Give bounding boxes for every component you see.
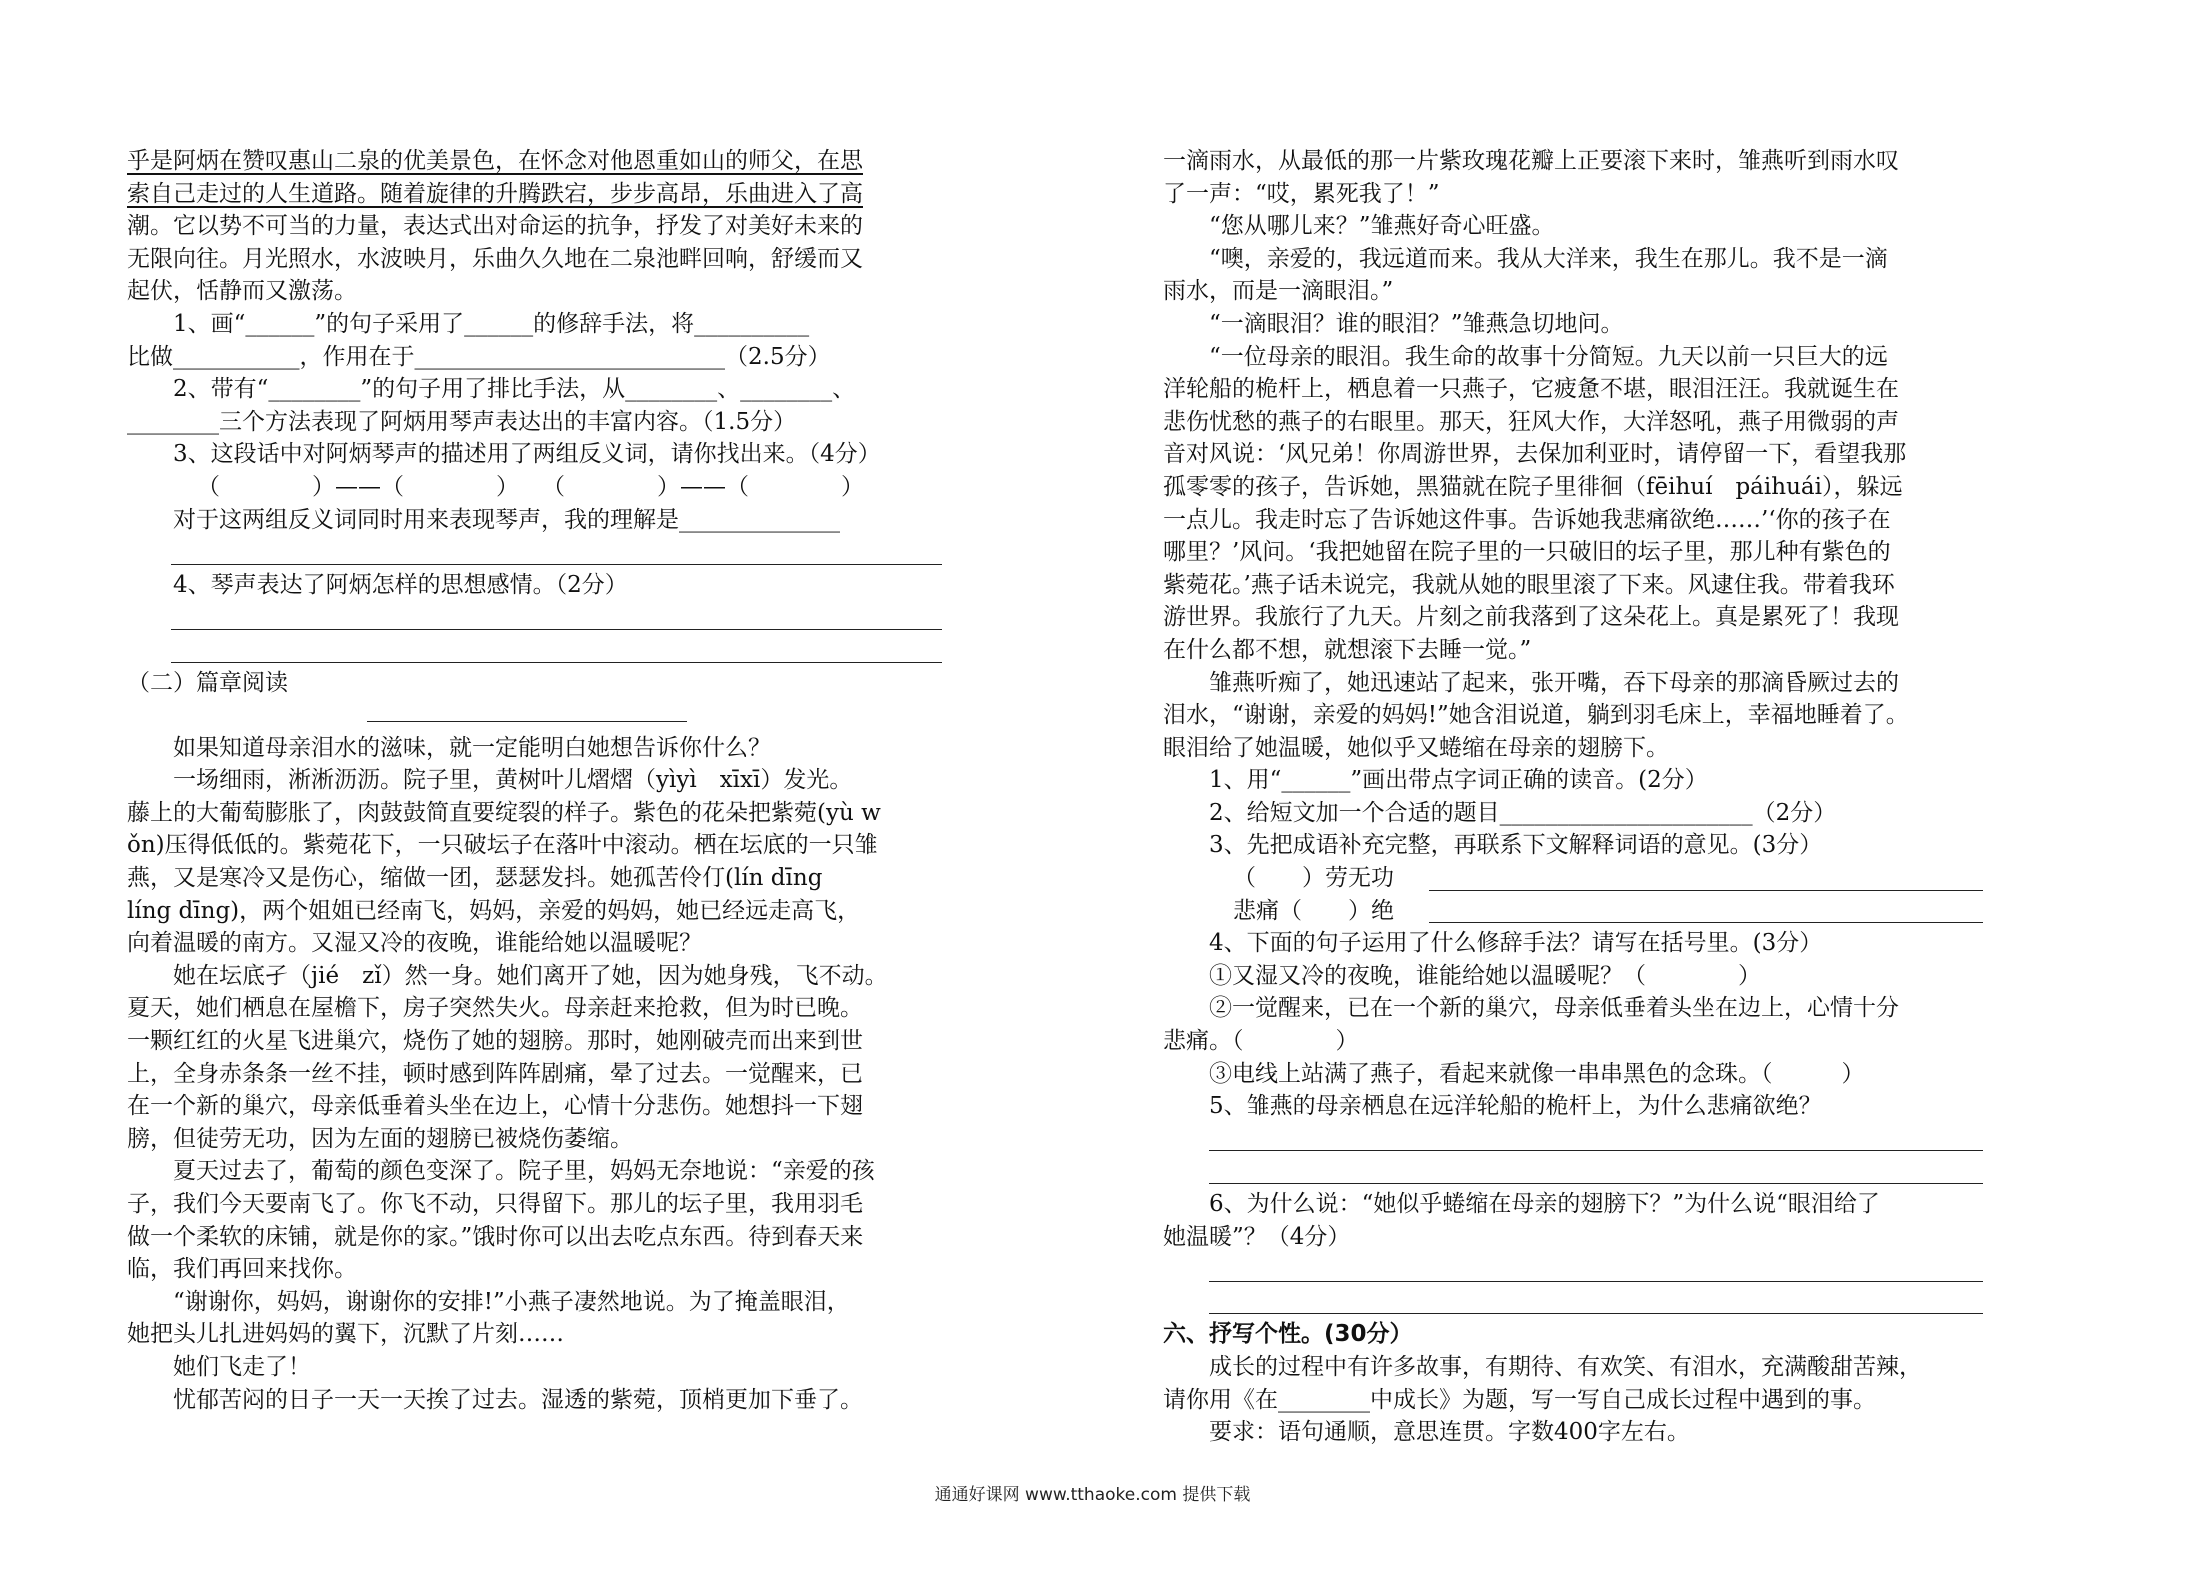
question-r3: 3、先把成语补充完整，再联系下文解释词语的意见。(3分） bbox=[1209, 832, 1823, 859]
right-column bbox=[1163, 145, 1983, 1449]
passage2-line: líng dīng)，两个姐姐已经南飞，妈妈，亲爱的妈妈，她已经远走高飞， bbox=[127, 897, 861, 924]
passage-line: 孤零零的孩子，告诉她，黑猫就在院子里徘徊（fēihuí páihuái），躲远 bbox=[1163, 473, 1903, 500]
question-r5: 5、雏燕的母亲栖息在远洋轮船的桅杆上，为什么悲痛欲绝？ bbox=[1209, 1093, 1822, 1120]
answer-line[interactable] bbox=[1163, 1123, 1983, 1156]
passage-line: 雨水，而是一滴眼泪。” bbox=[1163, 278, 1394, 305]
passage2-line: 做一个柔软的床铺，就是你的家。”饿时你可以出去吃点东西。待到春天来 bbox=[127, 1223, 864, 1250]
passage2-line: 夏天过去了，葡萄的颜色变深了。院子里，妈妈无奈地说：“亲爱的孩 bbox=[173, 1158, 875, 1185]
passage1-line: 起伏，恬静而又激荡。 bbox=[127, 278, 357, 305]
passage1-line: 无限向往。月光照水，水波映月，乐曲久久地在二泉池畔回响，舒缓而又 bbox=[127, 245, 863, 272]
answer-line[interactable] bbox=[127, 536, 942, 569]
passage-line: 紫菀花。’燕子话未说完，我就从她的眼里滚了下来。风逮住我。带着我环 bbox=[1163, 571, 1895, 598]
passage-line: 雏燕听痴了，她迅速站了起来，张开嘴，吞下母亲的那滴昏厥过去的 bbox=[1209, 669, 1899, 696]
answer-line[interactable] bbox=[127, 601, 942, 634]
passage-line: “噢，亲爱的，我远道而来。我从大洋来，我生在那儿。我不是一滴 bbox=[1209, 245, 1888, 272]
passage-line: 了一声：“哎，累死我了！” bbox=[1163, 180, 1440, 207]
passage-line: 音对风说：‘风兄弟！你周游世界，去保加利亚时，请停留一下，看望我那 bbox=[1163, 441, 1907, 468]
passage-line: 游世界。我旅行了九天。片刻之前我落到了这朵花上。真是累死了！我现 bbox=[1163, 604, 1899, 631]
title-blank-line[interactable] bbox=[127, 699, 942, 732]
passage2-line: 她在坛底孑（jié zǐ）然一身。她们离开了她，因为她身残，飞不动。 bbox=[173, 962, 888, 989]
passage2-line: 藤上的大葡萄膨胀了，肉鼓鼓简直要绽裂的样子。紫色的花朵把紫菀(yù w bbox=[127, 799, 881, 826]
passage2-line: ǒn)压得低低的。紫菀花下，一只破坛子在落叶中滚动。栖在坛底的一只雏 bbox=[127, 832, 878, 859]
passage-line: 眼泪给了她温暖，她似乎又蜷缩在母亲的翅膀下。 bbox=[1163, 734, 1669, 761]
passage2-line: 子，我们今天要南飞了。你飞不动，只得留下。那儿的坛子里，我用羽毛 bbox=[127, 1191, 863, 1217]
question-3-understanding: 对于这两组反义词同时用来表现琴声，我的理解是______________ bbox=[173, 506, 840, 533]
idiom-blank-1[interactable]: （ ）劳无功 bbox=[1163, 862, 1983, 895]
passage2-line: 她们飞走了！ bbox=[173, 1353, 311, 1380]
question-r6: 6、为什么说：“她似乎蜷缩在母亲的翅膀下？”为什么说“眼泪给了 bbox=[1209, 1191, 1880, 1217]
question-r4-b: ②一觉醒来，已在一个新的巢穴，母亲低垂着头坐在边上，心情十分 bbox=[1209, 995, 1899, 1022]
passage-line: “一位母亲的眼泪。我生命的故事十分简短。九天以前一只巨大的远 bbox=[1209, 343, 1888, 370]
question-r4-c: ③电线上站满了燕子，看起来就像一串串黑色的念珠。（ ） bbox=[1209, 1060, 1865, 1087]
passage-line: 在什么都不想，就想滚下去睡一觉。” bbox=[1163, 636, 1532, 663]
section-six-text: 请你用《在________中成长》为题，写一写自己成长过程中遇到的事。 bbox=[1163, 1386, 1876, 1413]
question-3: 3、这段话中对阿炳琴声的描述用了两组反义词，请你找出来。（4分） bbox=[173, 441, 881, 468]
passage-line: “您从哪儿来？”雏燕好奇心旺盛。 bbox=[1209, 213, 1555, 240]
question-1-cont: 比做___________，作用在于___________________________（2.5分） bbox=[127, 343, 831, 370]
passage-line: 哪里？’风问。‘我把她留在院子里的一只破旧的坛子里，那儿种有紫色的 bbox=[1163, 539, 1891, 566]
passage-line: 一点儿。我走时忘了告诉她这件事。告诉她我悲痛欲绝……’‘你的孩子在 bbox=[1163, 506, 1891, 533]
answer-line[interactable] bbox=[1163, 1253, 1983, 1286]
passage2-line: 如果知道母亲泪水的滋味，就一定能明白她想告诉你什么？ bbox=[173, 734, 771, 761]
question-2: 2、带有“________”的句子用了排比手法，从________、________、 bbox=[173, 376, 856, 403]
passage-line: 悲伤忧愁的燕子的右眼里。那天，狂风大作，大洋怒吼，燕子用微弱的声 bbox=[1163, 408, 1899, 435]
question-1: 1、画“______”的句子采用了______的修辞手法，将__________ bbox=[173, 310, 810, 337]
passage2-line: 向着温暖的南方。又湿又冷的夜晚，谁能给她以温暖呢？ bbox=[127, 930, 702, 957]
passage2-line: 临，我们再回来找你。 bbox=[127, 1256, 357, 1283]
question-r2: 2、给短文加一个合适的题目______________________（2分） bbox=[1209, 799, 1837, 826]
passage-line: “一滴眼泪？谁的眼泪？”雏燕急切地问。 bbox=[1209, 310, 1624, 337]
passage-line: 一滴雨水，从最低的那一片紫玫瑰花瓣上正要滚下来时，雏燕听到雨水叹 bbox=[1163, 148, 1899, 174]
answer-line[interactable] bbox=[1163, 1286, 1983, 1319]
passage1-line: 乎是阿炳在赞叹惠山二泉的优美景色，在怀念对他恩重如山的师父，在思 bbox=[127, 148, 863, 174]
passage2-line: 一颗红红的火星飞进巢穴，烧伤了她的翅膀。那时，她刚破壳而出来到世 bbox=[127, 1028, 863, 1055]
section-six-heading: 六、抒写个性。(30分） bbox=[1163, 1321, 1413, 1348]
page-footer: 通通好课网 www.tthaoke.com 提供下载 bbox=[934, 1485, 1251, 1505]
passage-line: 洋轮船的桅杆上，栖息着一只燕子，它疲惫不堪，眼泪汪汪。我就诞生在 bbox=[1163, 376, 1899, 403]
passage2-line: 她把头儿扎进妈妈的翼下，沉默了片刻…… bbox=[127, 1321, 564, 1348]
passage2-line: 燕，又是寒冷又是伤心，缩做一团，瑟瑟发抖。她孤苦伶仃(lín dīng bbox=[127, 865, 823, 892]
question-r4-a: ①又湿又冷的夜晚，谁能给她以温暖呢？（ ） bbox=[1209, 962, 1761, 989]
passage2-line: 上，全身赤条条一丝不挂，顿时感到阵阵剧痛，晕了过去。一觉醒来，已 bbox=[127, 1060, 863, 1087]
question-r4: 4、下面的句子运用了什么修辞手法？请写在括号里。(3分） bbox=[1209, 930, 1823, 957]
section-six-text: 成长的过程中有许多故事，有期待、有欢笑、有泪水，充满酸甜苦辣， bbox=[1209, 1353, 1922, 1380]
question-3-antonym-blanks: （ ）——（ ） （ ）——（ ） bbox=[197, 473, 864, 500]
passage2-line: “谢谢你，妈妈，谢谢你的安排!”小燕子凄然地说。为了掩盖眼泪， bbox=[173, 1288, 850, 1315]
passage2-line: 忧郁苦闷的日子一天一天挨了过去。湿透的紫菀，顶梢更加下垂了。 bbox=[173, 1386, 863, 1413]
passage2-line: 膀，但徒劳无功，因为左面的翅膀已被烧伤萎缩。 bbox=[127, 1125, 633, 1152]
question-r1: 1、用“______”画出带点字词正确的读音。(2分） bbox=[1209, 767, 1708, 794]
passage-line: 泪水，“谢谢，亲爱的妈妈!”她含泪说道，躺到羽毛床上，幸福地睡着了。 bbox=[1163, 702, 1909, 729]
question-r4-b-cont: 悲痛。（ ） bbox=[1163, 1028, 1359, 1055]
question-2-cont: ________三个方法表现了阿炳用琴声表达出的丰富内容。（1.5分） bbox=[127, 408, 797, 435]
section-six-requirements: 要求：语句通顺，意思连贯。字数400字左右。 bbox=[1209, 1419, 1690, 1446]
left-column bbox=[127, 145, 942, 1416]
passage2-line: 一场细雨，淅淅沥沥。院子里，黄树叶儿熠熠（yìyì xīxī）发光。 bbox=[173, 767, 853, 794]
idiom-blank-2[interactable]: 悲痛（ ）绝 bbox=[1163, 895, 1983, 928]
answer-line[interactable] bbox=[127, 634, 942, 667]
passage1-line: 潮。它以势不可当的力量，表达式出对命运的抗争，抒发了对美好未来的 bbox=[127, 213, 863, 240]
question-r6-cont: 她温暖”？（4分） bbox=[1163, 1223, 1351, 1250]
section-heading-reading: （二）篇章阅读 bbox=[127, 669, 288, 696]
answer-line[interactable] bbox=[1163, 1155, 1983, 1188]
question-4: 4、琴声表达了阿炳怎样的思想感情。（2分） bbox=[173, 571, 628, 598]
passage1-line: 索自己走过的人生道路。随着旋律的升腾跌宕，步步高昂，乐曲进入了高 bbox=[127, 180, 863, 207]
passage2-line: 夏天，她们栖息在屋檐下，房子突然失火。母亲赶来抢救，但为时已晚。 bbox=[127, 995, 863, 1022]
passage2-line: 在一个新的巢穴，母亲低垂着头坐在边上，心情十分悲伤。她想抖一下翅 bbox=[127, 1093, 863, 1120]
